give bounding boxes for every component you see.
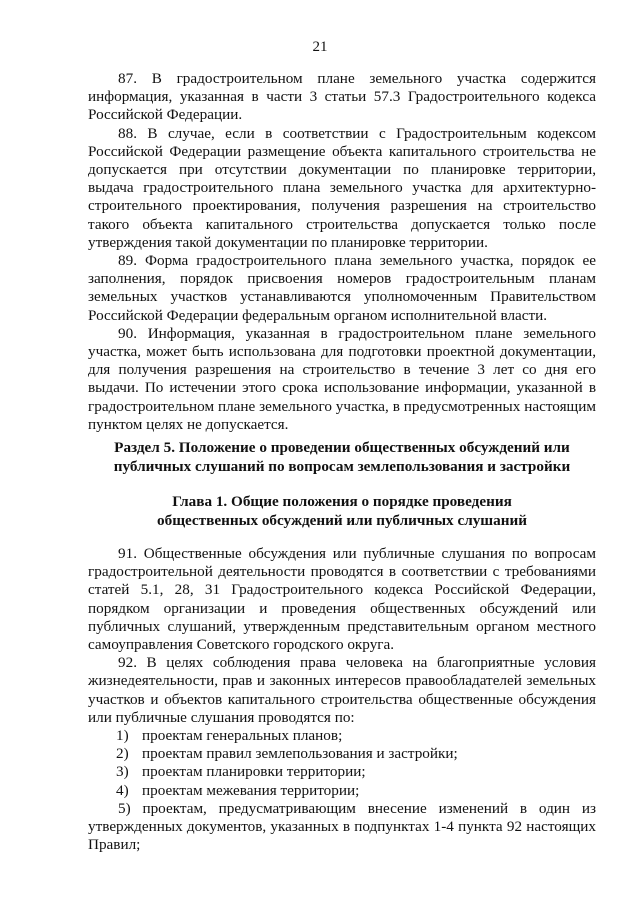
list-item-number: 3) [116,763,129,781]
list-item-5: 5) проектам, предусматривающим внесение изменений в один из утвержденных документов, указанных в подпунктах 1-4 пункта 92 настоящих Правил; [88,799,596,854]
list-item [88,763,596,781]
section-heading-line1: Раздел 5. Положение о проведении общественных обсуждений или [114,439,570,456]
list-item-text: проектам правил землепользования и застройки; [142,745,458,763]
section-heading [88,438,596,476]
chapter-heading [88,492,596,530]
paragraph-91: 91. Общественные обсуждения или публичные слушания по вопросам градостроительной деятельности проводятся в соответствии с требованиями статей 5.1, 28, 31 Градостроительного кодекса Российской Федерации, порядком организации и проведения общественных обсуждений или публичных слушаний, утвержденным представительным органом местного самоуправления Советского городского округа. [88,545,596,654]
paragraphs-bottom [88,545,596,854]
list-item [88,745,596,763]
list-item-text: проектам межевания территории; [142,781,360,799]
paragraph-89: 89. Форма градостроительного плана земельного участка, порядок ее заполнения, порядок присвоения номеров градостроительным планам земельных участков устанавливаются уполномоченным Правительством Российской Федерации федеральным органом исполнительной власти. [88,252,596,324]
list-item [88,782,596,800]
page-number: 21 [312,39,328,55]
paragraph-87: 87. В градостроительном плане земельного участка содержится информация, указанная в части 3 статьи 57.3 Градостроительного кодекса Российской Федерации. [88,70,596,124]
list-item-number: 2) [116,745,129,763]
list-item-text: проектам планировки территории; [142,763,366,781]
paragraph-92: 92. В целях соблюдения права человека на благоприятные условия жизнедеятельности, прав и законных интересов правообладателей земельных участков и объектов капитального строительства общественные обсуждения или публичные слушания проводятся по: [88,654,596,726]
list-item-number: 4) [116,781,129,799]
section-heading-line2: публичных слушаний по вопросам землепользования и застройки [113,458,571,475]
chapter-heading-line1: Глава 1. Общие положения о порядке проведения [172,493,512,510]
paragraph-90: 90. Информация, указанная в градостроительном плане земельного участка, может быть использована для подготовки проектной документации, для получения разрешения на строительство в течение 3 лет со дня его выдачи. По истечении этого срока использование информации, указанной в градостроительном плане земельного участка, в предусмотренных настоящим пунктом целях не допускается. [88,324,596,433]
list-item [88,727,596,745]
list-item-number: 1) [116,727,129,745]
list-item-text: проектам генеральных планов; [142,727,343,745]
chapter-heading-line2: общественных обсуждений или публичных слушаний [157,512,527,529]
paragraph-88: 88. В случае, если в соответствии с Градостроительным кодексом Российской Федерации размещение объекта капитального строительства не допускается при отсутствии документации по планировке территории, выдача градостроительного плана земельного участка для архитектурно-строительного проектирования, получения разрешения на строительство такого объекта капитального строительства допускается только после утверждения такой документации по планировке территории. [88,124,596,251]
paragraphs-top [88,70,596,434]
